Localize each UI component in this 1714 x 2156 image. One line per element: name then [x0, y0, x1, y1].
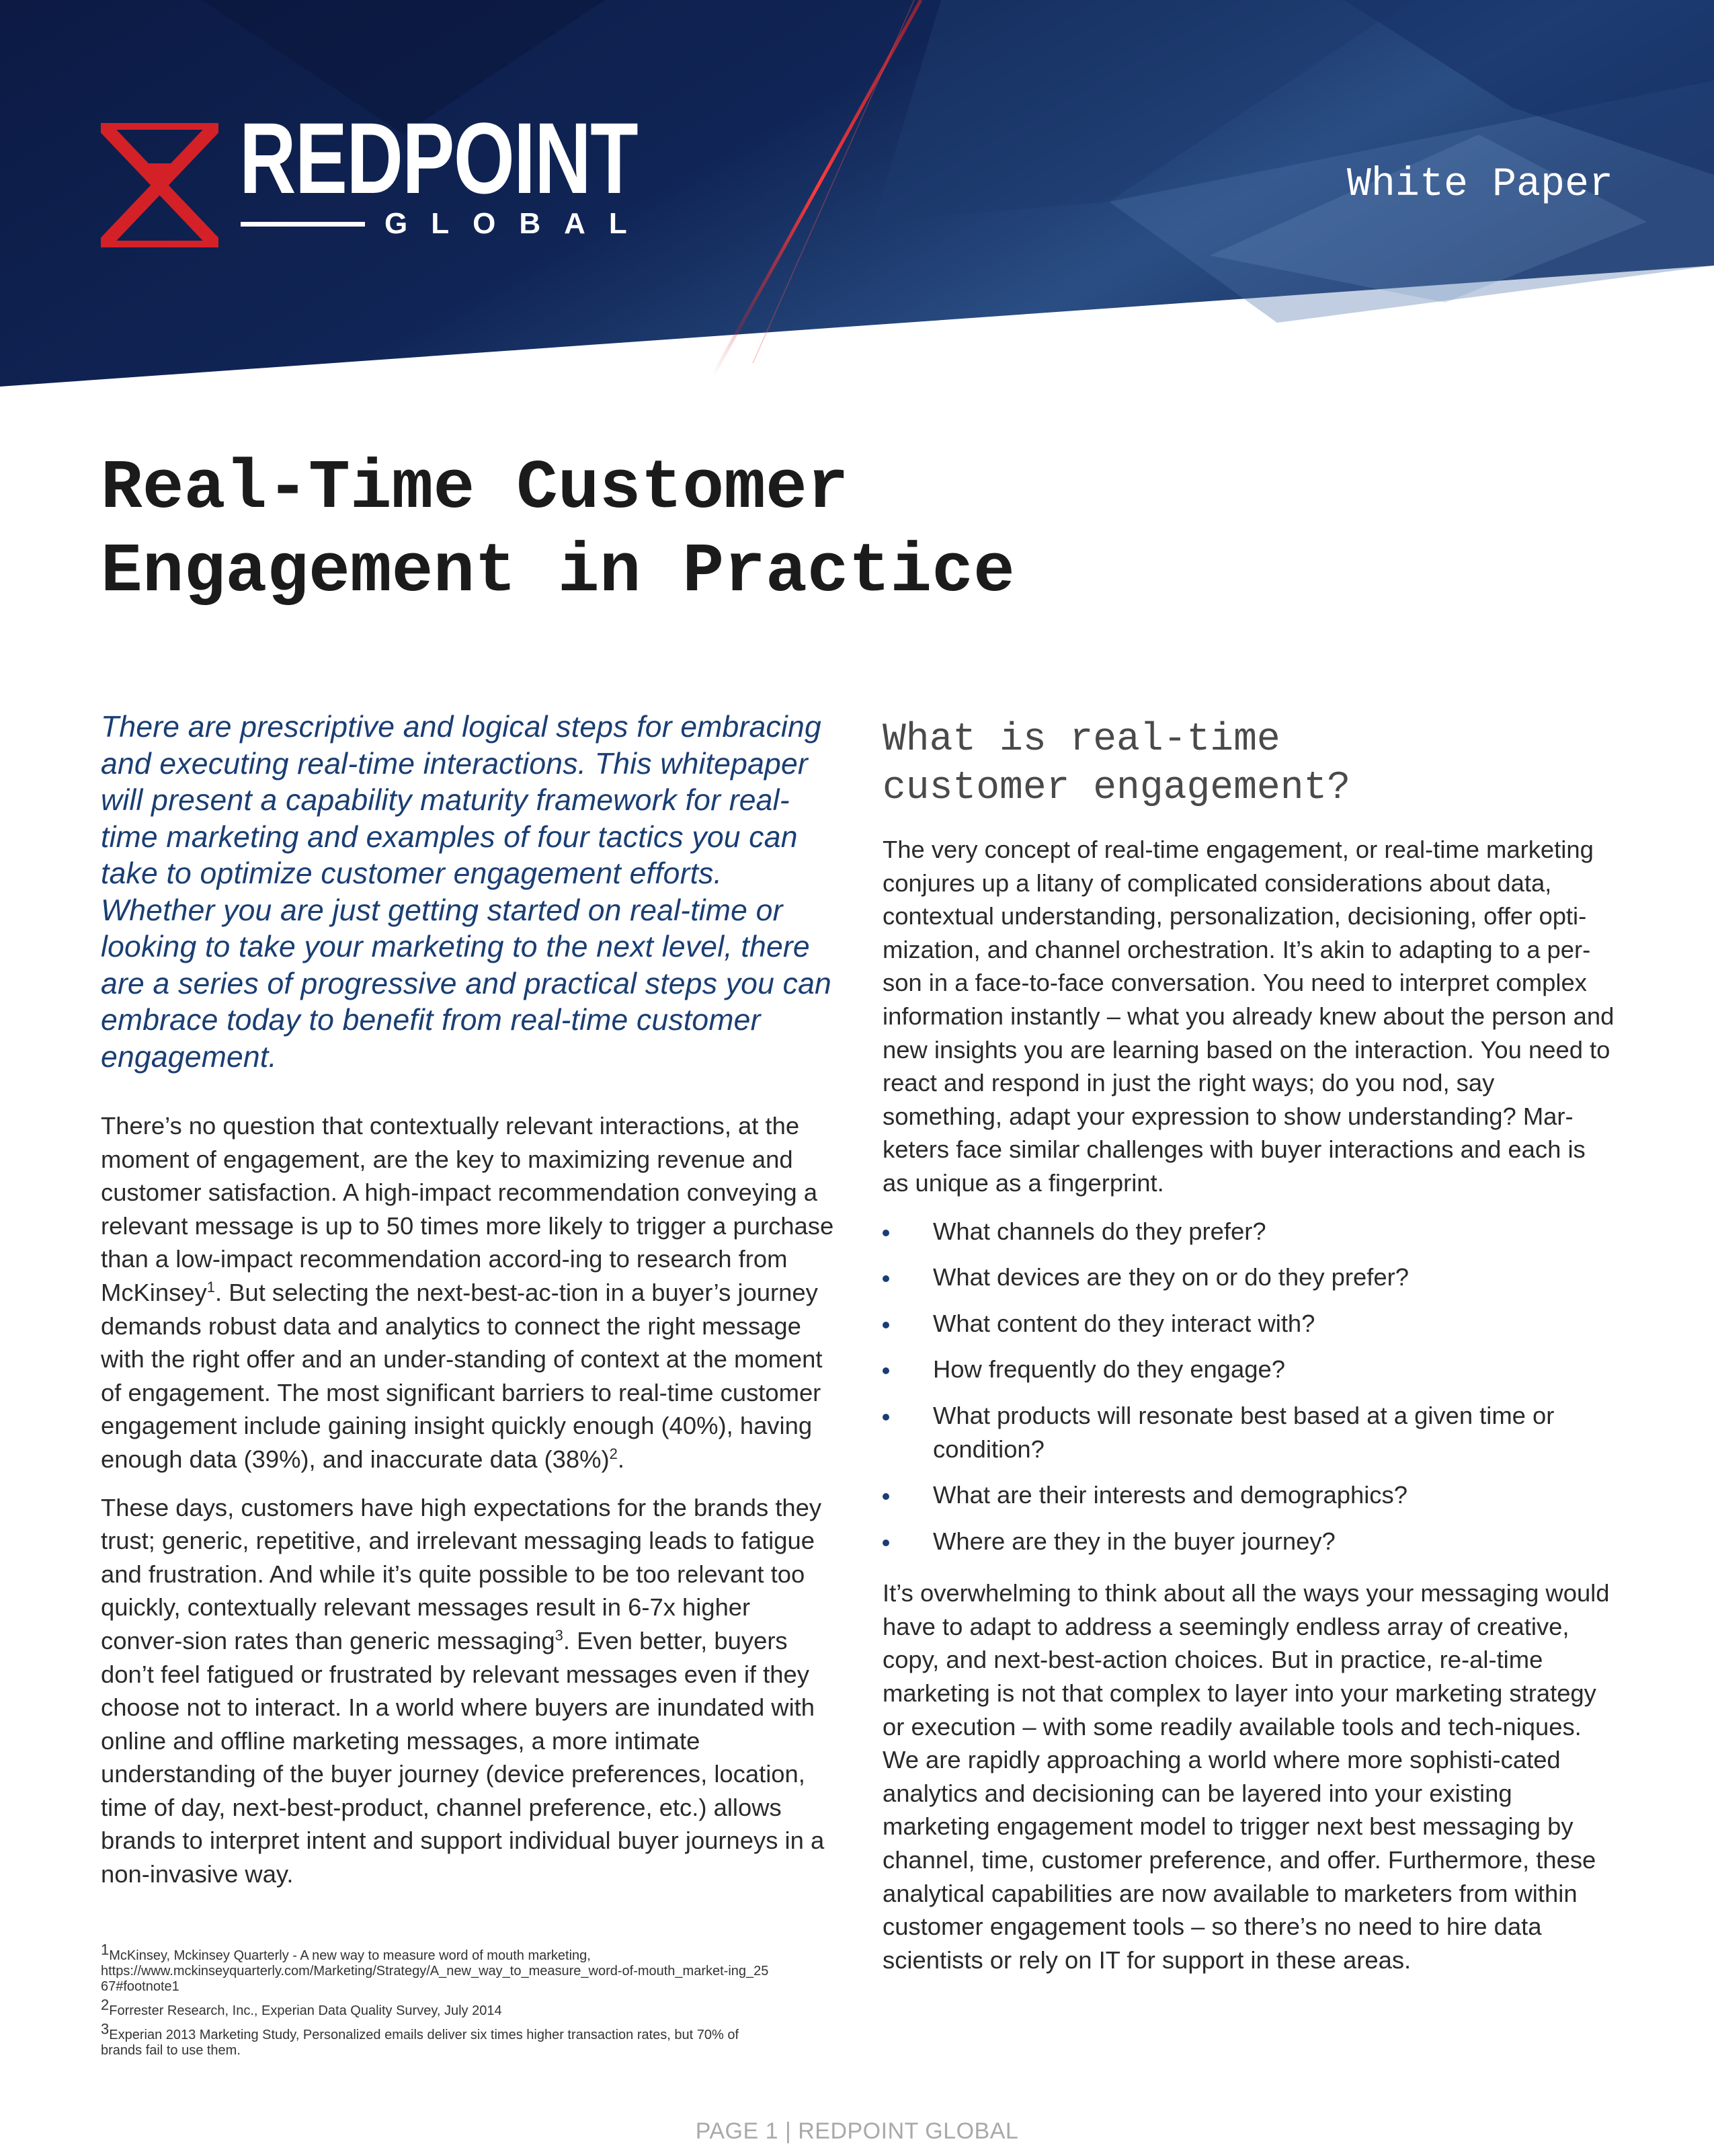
right-paragraph-1: The very concept of real-time engagement, or real-time marketing conjures up a litany of complicated considerations about data, contextual understanding, personalization, decisioning, offer opti-mization, and channel orchestration. It’s akin to adapting to a per-son in a face-to-face conversation. You need to interpret complex information instantly – what you already knew about the person and new insights you are learning based on the interaction. You need to react and respond in just the right ways; do you nod, say something, adapt your expression to show understanding? Mar-keters face similar challenges with buyer interactions and each is as unique as a fingerprint.	[883, 836, 1615, 1197]
bullet-icon	[883, 1322, 889, 1328]
list-item-text: Where are they in the buyer journey?	[933, 1527, 1336, 1555]
question-list	[883, 1215, 1615, 1558]
bullet-icon	[883, 1367, 889, 1374]
bullet-icon	[883, 1540, 889, 1546]
list-item	[883, 1307, 1615, 1341]
p2-text-b: . Even better, buyers don’t feel fatigued or frustrated by relevant messages even if they choose not to interact. In a world where buyers are inundated with online and offline marketing messages, a more intimate understanding of the buyer journey (device preferences, location, time of day, next-best-product, channel preference, etc.) allows brands to interpret intent and support individual buyer journeys in a non-invasive way.	[101, 1626, 825, 1888]
title-line-2: Engagement in Practice	[101, 532, 1015, 611]
footnote-3	[101, 2020, 773, 2059]
document-type-label: White Paper	[1346, 162, 1613, 208]
list-item-text: What channels do they prefer?	[933, 1217, 1266, 1245]
right-column	[883, 709, 1615, 1991]
footnote-1-mark: 1	[101, 1941, 110, 1958]
footnote-3-mark: 3	[101, 2020, 110, 2038]
p1-text-b: . But selecting the next-best-ac-tion in a buyer’s journey demands robust data and analytics to connect the right message with the right offer and an under-standing of context at the moment of engagement. The most significant barriers to real-time customer engagement include gaining insight quickly enough (40%), having enough data (39%), and inaccurate data (38%)	[101, 1278, 823, 1473]
footnote-3-text: Experian 2013 Marketing Study, Personalized emails deliver six times higher transaction rates, but 70% of brands fail to use them.	[101, 2028, 739, 2058]
footnote-ref-1[interactable]: 1	[206, 1278, 215, 1295]
section-heading-line-1: What is real-time	[883, 718, 1280, 762]
page-footer: PAGE 1 | REDPOINT GLOBAL	[695, 2118, 1019, 2144]
bullet-icon	[883, 1230, 889, 1236]
list-item	[883, 1399, 1615, 1466]
footnote-1-link[interactable]: https://www.mckinseyquarterly.com/Marketing/Strategy/A_new_way_to_measure_word-of-mouth_market-ing_2567#footnote1	[101, 1964, 769, 1994]
list-item-text: What are their interests and demographics?	[933, 1481, 1407, 1509]
bullet-icon	[883, 1493, 889, 1500]
section-heading	[883, 716, 1615, 813]
logo-rule	[241, 222, 365, 227]
section-heading-line-2: customer engagement?	[883, 766, 1351, 810]
body-paragraph-1	[101, 1109, 837, 1476]
list-item	[883, 1261, 1615, 1294]
footnote-ref-2[interactable]: 2	[609, 1445, 618, 1462]
title-line-1: Real-Time Customer	[101, 449, 849, 528]
list-item-text: How frequently do they engage?	[933, 1355, 1285, 1384]
list-item	[883, 1525, 1615, 1558]
bullet-icon	[883, 1414, 889, 1421]
logo-wordmark: REDPOINT	[239, 102, 638, 214]
left-column	[101, 709, 837, 1906]
logo-subtitle: GLOBAL	[384, 207, 651, 240]
list-item-text: What devices are they on or do they prefer?	[933, 1263, 1409, 1291]
footnote-ref-3[interactable]: 3	[555, 1626, 563, 1644]
body-paragraph-2	[101, 1491, 837, 1891]
footnote-1-text: McKinsey, Mckinsey Quarterly - A new way to measure word of mouth marketing,	[109, 1948, 591, 1963]
header-banner	[0, 0, 1714, 387]
footnote-2-text: Forrester Research, Inc., Experian Data Quality Survey, July 2014	[109, 2003, 502, 2018]
p2-text-a: These days, customers have high expectations for the brands they trust; generic, repetitive, and irrelevant messaging leads to fatigue and frustration. And while it’s quite possible to be too relevant too quickly, contextually relevant messages result in 6-7x higher conver-sion rates than generic messaging	[101, 1493, 822, 1654]
list-item-text: What content do they interact with?	[933, 1309, 1315, 1337]
list-item	[883, 1353, 1615, 1386]
p1-text-a: There’s no question that contextually relevant interactions, at the moment of engagement, are the key to maximizing revenue and customer satisfaction. A high-impact recommendation conveying a relevant message is up to 50 times more likely to trigger a purchase than a low-impact recommendation accord-ing to research from McKinsey	[101, 1112, 834, 1306]
footnote-1	[101, 1941, 773, 1995]
right-paragraph-2: It’s overwhelming to think about all the ways your messaging would have to adapt to address a seemingly endless array of creative, copy, and next-best-action choices. But in practice, re-al-time marketing is not that complex to layer into your marketing strategy or execution – with some readily available tools and tech-niques. We are rapidly approaching a world where more sophisti-cated analytics and decisioning can be layered into your existing marketing engagement model to trigger next best messaging by channel, time, customer preference, and offer. Furthermore, these analytical capabilities are now available to marketers from within customer engagement tools – so there’s no need to hire data scientists or rely on IT for support in these areas.	[883, 1579, 1610, 1974]
redpoint-logo-icon	[101, 123, 218, 247]
list-item	[883, 1215, 1615, 1248]
footnotes	[101, 1941, 773, 2067]
footnote-2	[101, 1996, 773, 2019]
lead-paragraph: There are prescriptive and logical steps for embracing and executing real-time interactions. This whitepaper will present a capability maturity framework for real-time marketing and examples of four tactics you can take to optimize customer engagement efforts. Whether you are just getting started on real-time or looking to take your marketing to the next level, there are a series of progressive and practical steps you can embrace today to benefit from real-time customer engagement.	[101, 711, 831, 1074]
bullet-icon	[883, 1275, 889, 1282]
list-item-text: What products will resonate best based at a given time or condition?	[933, 1401, 1555, 1463]
list-item	[883, 1478, 1615, 1512]
p1-text-c: .	[617, 1445, 624, 1473]
page-title	[101, 447, 1243, 614]
footnote-2-mark: 2	[101, 1996, 110, 2013]
